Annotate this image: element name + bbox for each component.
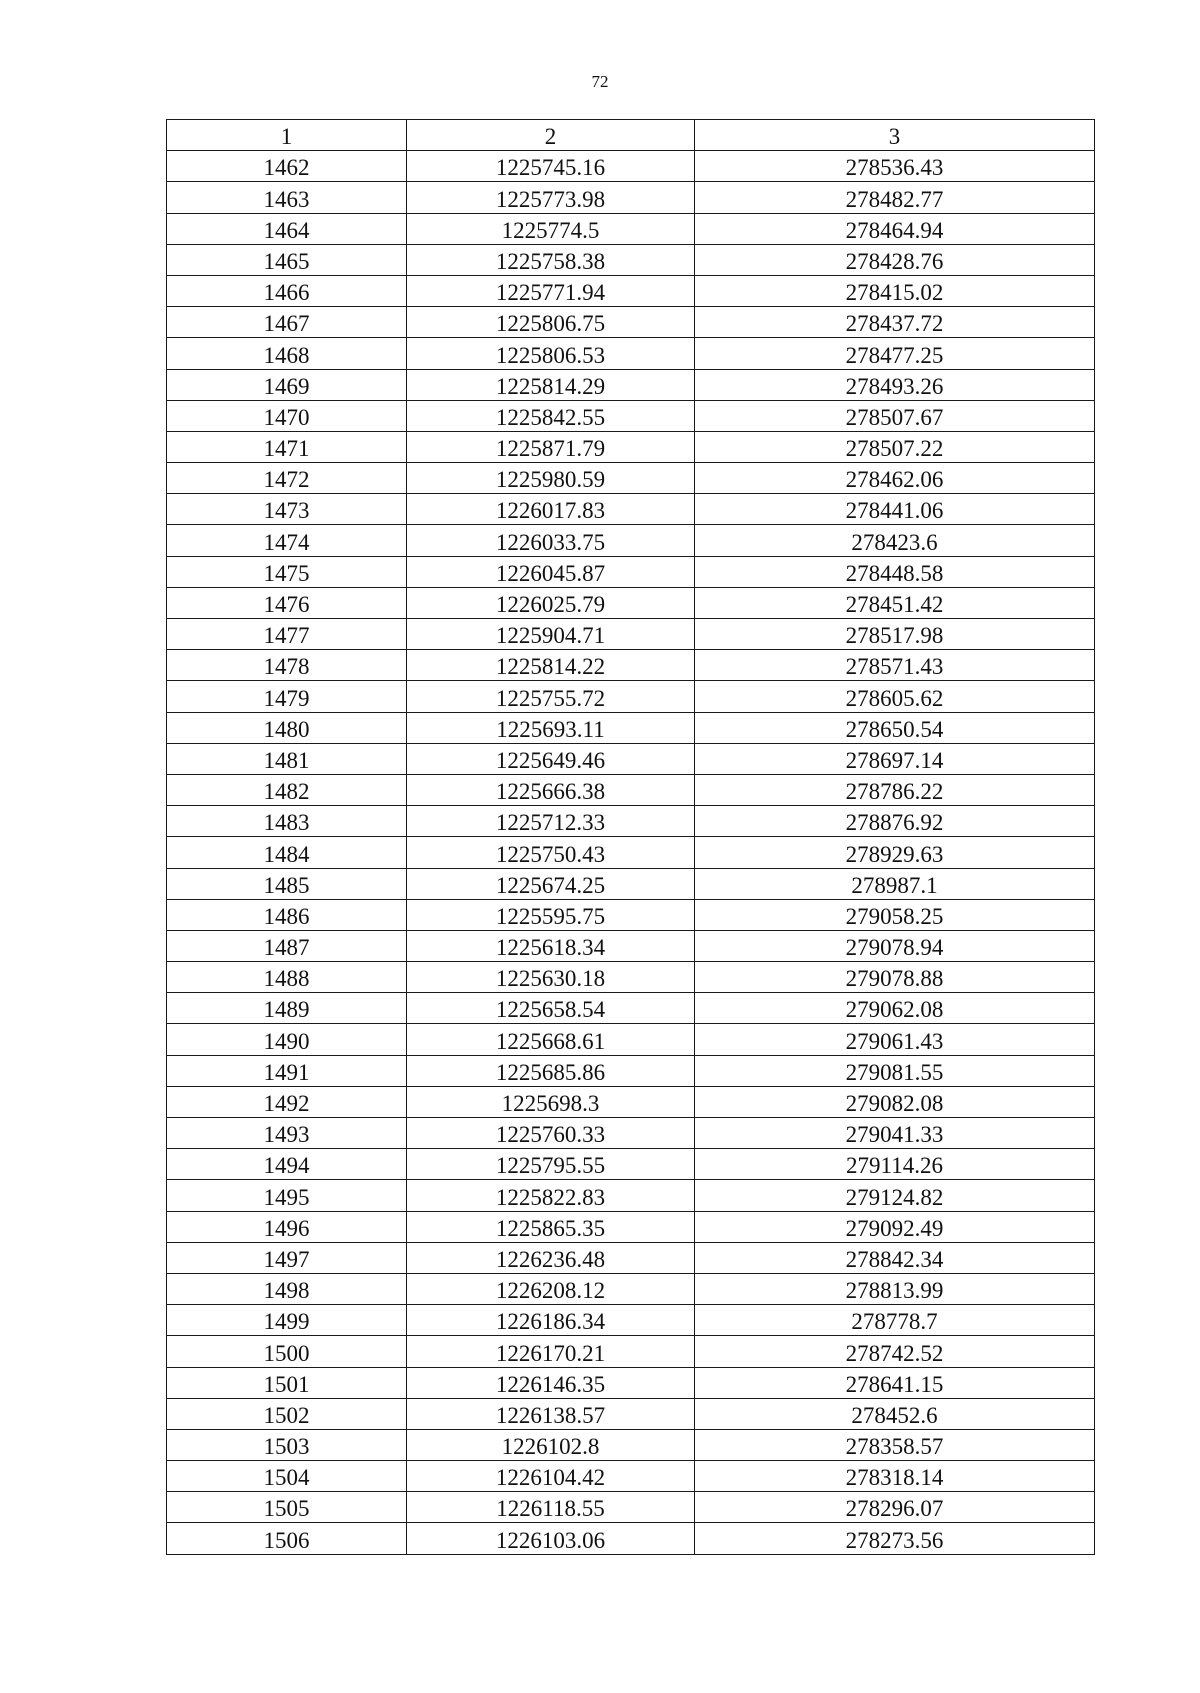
point-number-cell: 1471 xyxy=(167,431,407,462)
table-row xyxy=(167,463,1095,494)
coordinate-y-cell: 278778.7 xyxy=(695,1305,1095,1336)
coordinate-x-cell: 1225806.53 xyxy=(407,338,695,369)
coordinate-x-cell: 1225771.94 xyxy=(407,275,695,306)
point-number-cell: 1466 xyxy=(167,275,407,306)
table-row xyxy=(167,494,1095,525)
coordinate-y-cell: 278448.58 xyxy=(695,556,1095,587)
table-row xyxy=(167,743,1095,774)
coordinate-y-cell: 278876.92 xyxy=(695,806,1095,837)
point-number-cell: 1481 xyxy=(167,743,407,774)
point-number-cell: 1479 xyxy=(167,681,407,712)
table-row xyxy=(167,307,1095,338)
table-row xyxy=(167,774,1095,805)
coordinate-x-cell: 1226236.48 xyxy=(407,1242,695,1273)
point-number-cell: 1485 xyxy=(167,868,407,899)
table-row xyxy=(167,431,1095,462)
coordinate-y-cell: 278786.22 xyxy=(695,774,1095,805)
point-number-cell: 1477 xyxy=(167,619,407,650)
point-number-cell: 1468 xyxy=(167,338,407,369)
coordinate-y-cell: 279114.26 xyxy=(695,1149,1095,1180)
point-number-cell: 1503 xyxy=(167,1429,407,1460)
coordinate-x-cell: 1225630.18 xyxy=(407,962,695,993)
column-header-3: 3 xyxy=(695,120,1095,151)
coordinate-y-cell: 278493.26 xyxy=(695,369,1095,400)
table-body xyxy=(167,151,1095,1554)
coordinate-y-cell: 278441.06 xyxy=(695,494,1095,525)
coordinate-x-cell: 1226170.21 xyxy=(407,1336,695,1367)
column-header-1: 1 xyxy=(167,120,407,151)
point-number-cell: 1487 xyxy=(167,930,407,961)
table-row xyxy=(167,182,1095,213)
table-row xyxy=(167,1398,1095,1429)
coordinate-x-cell: 1226104.42 xyxy=(407,1461,695,1492)
point-number-cell: 1496 xyxy=(167,1211,407,1242)
point-number-cell: 1506 xyxy=(167,1523,407,1554)
coordinate-y-cell: 278428.76 xyxy=(695,244,1095,275)
table-row xyxy=(167,712,1095,743)
table-row xyxy=(167,556,1095,587)
coordinate-x-cell: 1226103.06 xyxy=(407,1523,695,1554)
point-number-cell: 1492 xyxy=(167,1086,407,1117)
coordinate-x-cell: 1225758.38 xyxy=(407,244,695,275)
point-number-cell: 1480 xyxy=(167,712,407,743)
coordinate-x-cell: 1225842.55 xyxy=(407,400,695,431)
coordinate-y-cell: 278641.15 xyxy=(695,1367,1095,1398)
table-row xyxy=(167,962,1095,993)
table-row xyxy=(167,1461,1095,1492)
coordinate-y-cell: 278813.99 xyxy=(695,1273,1095,1304)
table-row xyxy=(167,369,1095,400)
table-row xyxy=(167,1367,1095,1398)
coordinate-x-cell: 1226025.79 xyxy=(407,587,695,618)
coordinate-x-cell: 1225814.29 xyxy=(407,369,695,400)
coordinate-y-cell: 278507.22 xyxy=(695,431,1095,462)
coordinate-x-cell: 1225698.3 xyxy=(407,1086,695,1117)
point-number-cell: 1467 xyxy=(167,307,407,338)
page-number: 72 xyxy=(591,72,609,91)
coordinate-y-cell: 278464.94 xyxy=(695,213,1095,244)
coordinate-x-cell: 1226102.8 xyxy=(407,1429,695,1460)
coordinate-x-cell: 1225814.22 xyxy=(407,650,695,681)
table-row xyxy=(167,1055,1095,1086)
point-number-cell: 1494 xyxy=(167,1149,407,1180)
coordinate-y-cell: 278296.07 xyxy=(695,1492,1095,1523)
point-number-cell: 1495 xyxy=(167,1180,407,1211)
point-number-cell: 1463 xyxy=(167,182,407,213)
point-number-cell: 1476 xyxy=(167,587,407,618)
point-number-cell: 1498 xyxy=(167,1273,407,1304)
point-number-cell: 1490 xyxy=(167,1024,407,1055)
point-number-cell: 1505 xyxy=(167,1492,407,1523)
coordinate-y-cell: 278358.57 xyxy=(695,1429,1095,1460)
coordinate-y-cell: 278697.14 xyxy=(695,743,1095,774)
coordinate-x-cell: 1225674.25 xyxy=(407,868,695,899)
coordinate-y-cell: 278415.02 xyxy=(695,275,1095,306)
table-row xyxy=(167,930,1095,961)
coordinate-x-cell: 1225745.16 xyxy=(407,151,695,182)
table-row xyxy=(167,213,1095,244)
coordinate-x-cell: 1225712.33 xyxy=(407,806,695,837)
column-header-2: 2 xyxy=(407,120,695,151)
point-number-cell: 1500 xyxy=(167,1336,407,1367)
table-row xyxy=(167,993,1095,1024)
coordinate-x-cell: 1225668.61 xyxy=(407,1024,695,1055)
point-number-cell: 1465 xyxy=(167,244,407,275)
coordinate-y-cell: 278318.14 xyxy=(695,1461,1095,1492)
coordinate-y-cell: 278273.56 xyxy=(695,1523,1095,1554)
table-row xyxy=(167,1149,1095,1180)
table-row xyxy=(167,1273,1095,1304)
table-row xyxy=(167,1242,1095,1273)
table-row xyxy=(167,1086,1095,1117)
coordinate-x-cell: 1225980.59 xyxy=(407,463,695,494)
point-number-cell: 1504 xyxy=(167,1461,407,1492)
coordinate-y-cell: 279041.33 xyxy=(695,1118,1095,1149)
coordinate-x-cell: 1225649.46 xyxy=(407,743,695,774)
table-row xyxy=(167,1180,1095,1211)
table-row xyxy=(167,275,1095,306)
coordinate-y-cell: 278650.54 xyxy=(695,712,1095,743)
coordinate-x-cell: 1225658.54 xyxy=(407,993,695,1024)
coordinate-x-cell: 1226017.83 xyxy=(407,494,695,525)
coordinate-x-cell: 1226045.87 xyxy=(407,556,695,587)
coordinate-y-cell: 279058.25 xyxy=(695,899,1095,930)
coordinate-y-cell: 278929.63 xyxy=(695,837,1095,868)
table-row xyxy=(167,1211,1095,1242)
coordinate-x-cell: 1225755.72 xyxy=(407,681,695,712)
coordinate-y-cell: 278423.6 xyxy=(695,525,1095,556)
table-row xyxy=(167,837,1095,868)
coordinate-x-cell: 1226138.57 xyxy=(407,1398,695,1429)
coordinate-x-cell: 1225865.35 xyxy=(407,1211,695,1242)
coordinate-x-cell: 1225774.5 xyxy=(407,213,695,244)
point-number-cell: 1486 xyxy=(167,899,407,930)
coordinate-y-cell: 278742.52 xyxy=(695,1336,1095,1367)
coordinate-x-cell: 1225685.86 xyxy=(407,1055,695,1086)
coordinate-y-cell: 278536.43 xyxy=(695,151,1095,182)
coordinate-x-cell: 1226208.12 xyxy=(407,1273,695,1304)
table-row xyxy=(167,806,1095,837)
coordinate-y-cell: 278517.98 xyxy=(695,619,1095,650)
coordinate-y-cell: 279082.08 xyxy=(695,1086,1095,1117)
point-number-cell: 1502 xyxy=(167,1398,407,1429)
point-number-cell: 1472 xyxy=(167,463,407,494)
table-row xyxy=(167,338,1095,369)
table-header xyxy=(167,120,1095,151)
table-row xyxy=(167,587,1095,618)
coordinate-y-cell: 278437.72 xyxy=(695,307,1095,338)
coordinate-x-cell: 1225806.75 xyxy=(407,307,695,338)
table-row xyxy=(167,400,1095,431)
coordinate-x-cell: 1226186.34 xyxy=(407,1305,695,1336)
coordinate-y-cell: 279061.43 xyxy=(695,1024,1095,1055)
coordinate-x-cell: 1225595.75 xyxy=(407,899,695,930)
table-row xyxy=(167,1336,1095,1367)
coordinate-y-cell: 278462.06 xyxy=(695,463,1095,494)
table-row xyxy=(167,619,1095,650)
table-row xyxy=(167,868,1095,899)
table-row xyxy=(167,525,1095,556)
coordinate-y-cell: 278571.43 xyxy=(695,650,1095,681)
coordinate-x-cell: 1226146.35 xyxy=(407,1367,695,1398)
coordinate-x-cell: 1226118.55 xyxy=(407,1492,695,1523)
table-row xyxy=(167,650,1095,681)
coordinate-y-cell: 278451.42 xyxy=(695,587,1095,618)
point-number-cell: 1497 xyxy=(167,1242,407,1273)
coordinate-y-cell: 279062.08 xyxy=(695,993,1095,1024)
point-number-cell: 1483 xyxy=(167,806,407,837)
table-row xyxy=(167,681,1095,712)
table-row xyxy=(167,244,1095,275)
coordinate-y-cell: 279124.82 xyxy=(695,1180,1095,1211)
point-number-cell: 1464 xyxy=(167,213,407,244)
coordinate-y-cell: 278605.62 xyxy=(695,681,1095,712)
table-row xyxy=(167,1492,1095,1523)
coordinate-y-cell: 278452.6 xyxy=(695,1398,1095,1429)
coordinate-x-cell: 1225795.55 xyxy=(407,1149,695,1180)
table-row xyxy=(167,899,1095,930)
point-number-cell: 1473 xyxy=(167,494,407,525)
table-row xyxy=(167,1305,1095,1336)
coordinates-table xyxy=(166,119,1095,1555)
coordinate-x-cell: 1225760.33 xyxy=(407,1118,695,1149)
point-number-cell: 1475 xyxy=(167,556,407,587)
point-number-cell: 1484 xyxy=(167,837,407,868)
table-row xyxy=(167,1429,1095,1460)
point-number-cell: 1470 xyxy=(167,400,407,431)
table-row xyxy=(167,1523,1095,1554)
coordinate-y-cell: 279078.88 xyxy=(695,962,1095,993)
coordinate-x-cell: 1225822.83 xyxy=(407,1180,695,1211)
point-number-cell: 1462 xyxy=(167,151,407,182)
coordinate-y-cell: 278842.34 xyxy=(695,1242,1095,1273)
table-row xyxy=(167,1024,1095,1055)
point-number-cell: 1478 xyxy=(167,650,407,681)
coordinate-x-cell: 1225871.79 xyxy=(407,431,695,462)
coordinate-y-cell: 278477.25 xyxy=(695,338,1095,369)
point-number-cell: 1501 xyxy=(167,1367,407,1398)
coordinate-y-cell: 279078.94 xyxy=(695,930,1095,961)
coordinate-y-cell: 278987.1 xyxy=(695,868,1095,899)
table-header-row xyxy=(167,120,1095,151)
coordinate-x-cell: 1225750.43 xyxy=(407,837,695,868)
coordinate-y-cell: 279081.55 xyxy=(695,1055,1095,1086)
coordinate-x-cell: 1225693.11 xyxy=(407,712,695,743)
point-number-cell: 1491 xyxy=(167,1055,407,1086)
point-number-cell: 1474 xyxy=(167,525,407,556)
coordinate-x-cell: 1225666.38 xyxy=(407,774,695,805)
point-number-cell: 1493 xyxy=(167,1118,407,1149)
point-number-cell: 1469 xyxy=(167,369,407,400)
point-number-cell: 1482 xyxy=(167,774,407,805)
point-number-cell: 1488 xyxy=(167,962,407,993)
coordinate-y-cell: 278482.77 xyxy=(695,182,1095,213)
coordinate-x-cell: 1226033.75 xyxy=(407,525,695,556)
coordinate-x-cell: 1225773.98 xyxy=(407,182,695,213)
coordinate-y-cell: 278507.67 xyxy=(695,400,1095,431)
table-row xyxy=(167,1118,1095,1149)
point-number-cell: 1489 xyxy=(167,993,407,1024)
coordinate-y-cell: 279092.49 xyxy=(695,1211,1095,1242)
coordinate-x-cell: 1225618.34 xyxy=(407,930,695,961)
table-row xyxy=(167,151,1095,182)
point-number-cell: 1499 xyxy=(167,1305,407,1336)
coordinate-x-cell: 1225904.71 xyxy=(407,619,695,650)
